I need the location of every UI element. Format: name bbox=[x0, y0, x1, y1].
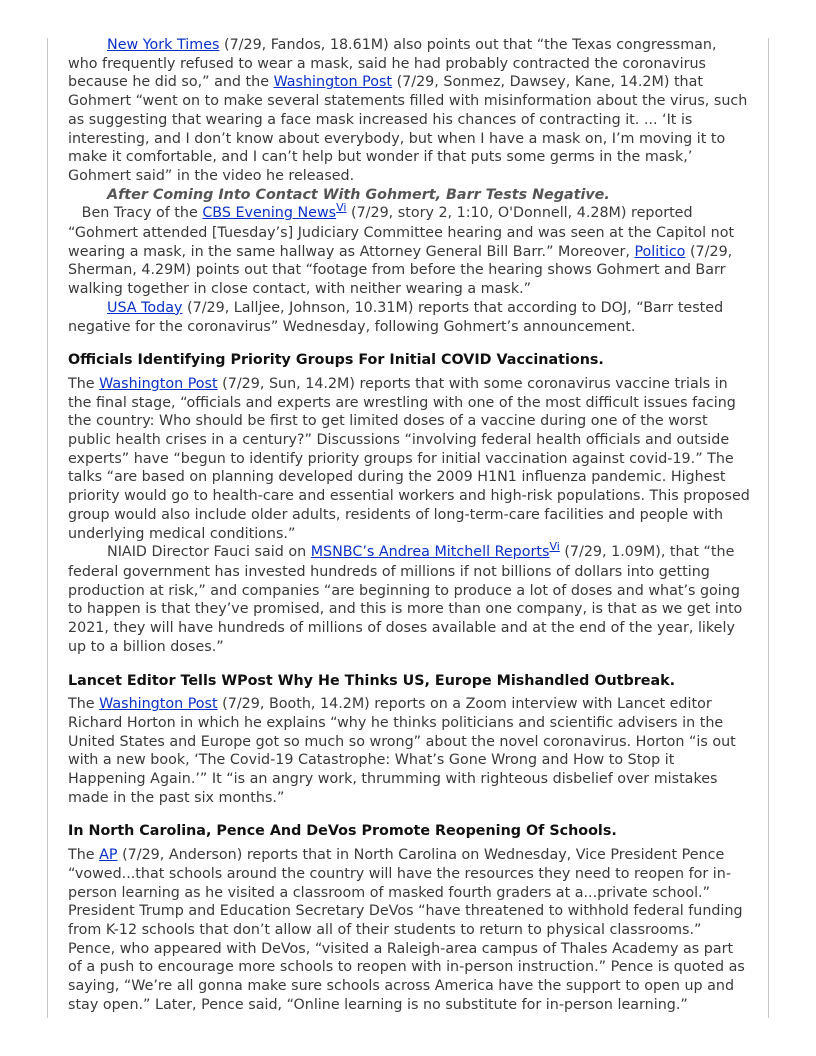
link-washington-post[interactable]: Washington Post bbox=[99, 375, 218, 392]
paragraph-schools bbox=[68, 846, 750, 1014]
paragraph-text: NIAID Director Fauci said on bbox=[107, 544, 311, 561]
video-link-icon[interactable]: Vi bbox=[549, 540, 560, 554]
section-heading-vaccination: Officials Identifying Priority Groups For Initial COVID Vaccinations. bbox=[68, 352, 604, 369]
paragraph-text: The bbox=[68, 375, 100, 392]
paragraph-text: (7/29, Lalljee, Johnson, 10.31M) reports that according to DOJ, “Barr tested negative for the coronavirus” Wednesday, following Gohmert’s announcement. bbox=[68, 299, 724, 335]
link-cbs-evening-news[interactable]: CBS Evening News bbox=[202, 205, 337, 222]
paragraph-text: The bbox=[68, 847, 100, 864]
paragraph-text: (7/29, Fandos, 18.61M) also points out that “the Texas congressman, who frequently refused to wear a mask, said he had probably contracted the coronavirus because he did so,” and the bbox=[68, 37, 717, 91]
paragraph-lancet bbox=[68, 695, 750, 807]
paragraph-text: (7/29, story 2, 1:10, O'Donnell, 4.28M) reported “Gohmert attended [Tuesday’s] Judiciary Committee hearing and was seen at the Capitol not wearing a mask, in the same hallway as Attorney General Bill Barr.” Moreover, bbox=[68, 205, 735, 260]
section-heading-schools: In North Carolina, Pence And DeVos Promote Reopening Of Schools. bbox=[68, 823, 617, 840]
paragraph-text: (7/29, Booth, 14.2M) reports on a Zoom interview with Lancet editor Richard Horton in which he explains “why he thinks politicians and scientific advisers in the United States and Europe got so much so wrong” about the novel coronavirus. Horton “is out with a new book, ‘The Covid-19 Catastrophe: What’s Gone Wrong and How to Stop it Happening Again.’” It “is an angry work, thrumming with righteous disbelief over mistakes made in the past six months.” bbox=[68, 696, 736, 806]
paragraph-text: The bbox=[68, 696, 100, 713]
link-politico[interactable]: Politico bbox=[634, 243, 686, 260]
section-heading-lancet: Lancet Editor Tells WPost Why He Thinks US, Europe Mishandled Outbreak. bbox=[68, 672, 676, 689]
right-margin-rule bbox=[768, 38, 769, 1018]
paragraph-text: (7/29, Sherman, 4.29M) points out that “footage from before the hearing shows Gohmert and Barr walking together in close contact, with neither wearing a mask.” bbox=[68, 243, 733, 298]
link-new-york-times[interactable]: New York Times bbox=[107, 37, 220, 53]
paragraph-text: (7/29, Sun, 14.2M) reports that with some coronavirus vaccine trials in the final stage, “officials and experts are wrestling with one of the most difficult issues facing the country: Who should be first to get limited doses of a vaccine during one of the worst public health crises in a century?” Discussions “involving federal health officials and outside experts” have “begun to identify priority groups for initial vaccination against covid-19.” The talks “are based on planning developed during the 2009 H1N1 influenza pandemic. Highest priority would go to health-care and essential workers and high-risk populations. This proposed group would also include older adults, residents of long-term-care facilities and people with underlying medical conditions.” bbox=[68, 375, 750, 542]
paragraph-barr-tests bbox=[68, 186, 750, 299]
lead-in-heading: After Coming Into Contact With Gohmert, Barr Tests Negative. bbox=[107, 186, 610, 203]
left-margin-rule bbox=[47, 38, 48, 1018]
paragraph-vaccination bbox=[68, 375, 750, 543]
article-body bbox=[68, 36, 750, 1014]
video-link-icon[interactable]: Vi bbox=[336, 201, 347, 215]
link-msnbc[interactable]: MSNBC’s Andrea Mitchell Reports bbox=[310, 544, 550, 561]
link-ap[interactable]: AP bbox=[99, 847, 118, 864]
paragraph-text: (7/29, Sonmez, Dawsey, Kane, 14.2M) that Gohmert “went on to make several statements filled with misinformation about the virus, such as suggesting that wearing a face mask increased his chances of contracting it. ... ‘It is interesting, and I don’t know about everybody, but when I have a mask on, I’m moving it to make it comfortable, and I can’t help but wonder if that puts some germs in the mask,’ Gohmert said” in the video he released. bbox=[68, 74, 748, 184]
paragraph-text: (7/29, Anderson) reports that in North Carolina on Wednesday, Vice President Pence “vowed...that schools around the country will have the resources they need to reopen for in-person learning as he visited a classroom of masked fourth graders at a...private school.” President Trump and Education Secretary DeVos “have threatened to withhold federal funding from K-12 schools that don’t allow all of their students to return to physical classrooms.” Pence, who appeared with DeVos, “visited a Raleigh-area campus of Thales Academy as part of a push to encourage more schools to reopen with in-person instruction.” Pence is quoted as saying, “We’re all gonna make sure schools across America have the support to open up and stay open.” Later, Pence said, “Online learning is no substitute for in-person learning.” bbox=[68, 847, 745, 1013]
paragraph-text: (7/29, 1.09M), that “the federal government has invested hundreds of millions if not billions of dollars into getting production at risk,” and companies “are beginning to produce a lot of doses and what’s going to happen is that they’ve promised, and this is more than one company, is that as we get into 2021, they will have hundreds of millions of doses available and at the end of the year, likely up to a billion doses.” bbox=[68, 544, 743, 655]
link-washington-post[interactable]: Washington Post bbox=[273, 74, 393, 91]
paragraph-usa-today bbox=[68, 299, 750, 336]
link-washington-post[interactable]: Washington Post bbox=[99, 696, 218, 713]
paragraph-text: Ben Tracy of the bbox=[68, 205, 203, 222]
paragraph-fauci bbox=[68, 540, 750, 656]
link-usa-today[interactable]: USA Today bbox=[107, 299, 183, 316]
paragraph-nyt bbox=[68, 36, 750, 186]
